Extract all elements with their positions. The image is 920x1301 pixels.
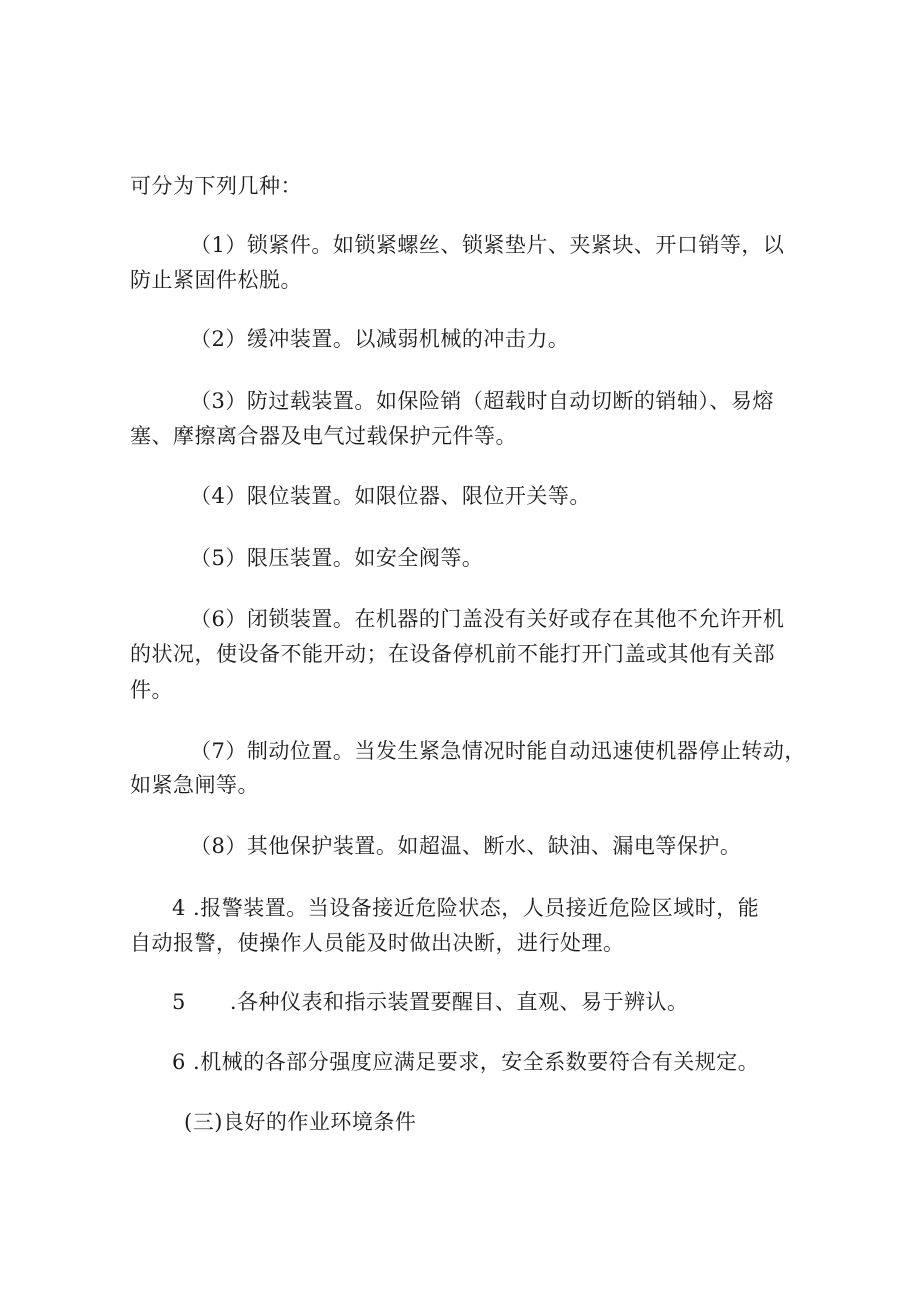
item-2-text: （2）缓冲装置。以减弱机械的冲击力。 xyxy=(190,327,570,351)
item-5-text: （5）限压装置。如安全阀等。 xyxy=(190,546,484,570)
item-1-line-1: （1）锁紧件。如锁紧螺丝、锁紧垫片、夹紧块、开口销等，以 xyxy=(190,233,785,257)
point-6-text: 6 .机械的各部分强度应满足要求，安全系数要符合有关规定。 xyxy=(172,1050,760,1074)
item-1-line-2: 防止紧固件松脱。 xyxy=(130,268,302,292)
point-4-line-1: 4 .报警装置。当设备接近危险状态，人员接近危险区域时，能 xyxy=(172,896,760,920)
point-5-text: .各种仪表和指示装置要醒目、直观、易于辨认。 xyxy=(229,990,689,1014)
point-5-line xyxy=(172,986,689,1018)
item-4-text: （4）限位装置。如限位器、限位开关等。 xyxy=(190,484,591,508)
item-6-line-2: 的状况，使设备不能开动；在设备停机前不能打开门盖或其他有关部 xyxy=(130,642,775,666)
point-4-line-2: 自动报警，使操作人员能及时做出决断，进行处理。 xyxy=(130,931,625,955)
intro-text: 可分为下列几种： xyxy=(130,174,302,198)
item-3-line-2: 塞、摩擦离合器及电气过载保护元件等。 xyxy=(130,424,517,448)
item-8-text: （8）其他保护装置。如超温、断水、缺油、漏电等保护。 xyxy=(190,834,742,858)
section-heading-3: (三)良好的作业环境条件 xyxy=(184,1110,417,1134)
item-3-line-1: （3）防过载装置。如保险销（超载时自动切断的销轴）、易熔 xyxy=(190,389,774,413)
item-7-line-1: （7）制动位置。当发生紧急情况时能自动迅速使机器停止转动， xyxy=(190,739,806,763)
item-6-line-1: （6）闭锁装置。在机器的门盖没有关好或存在其他不允许开机 xyxy=(190,607,785,631)
point-5-number: 5 xyxy=(172,990,186,1014)
item-6-line-3: 件。 xyxy=(130,678,173,702)
item-7-line-2: 如紧急闸等。 xyxy=(130,773,259,797)
